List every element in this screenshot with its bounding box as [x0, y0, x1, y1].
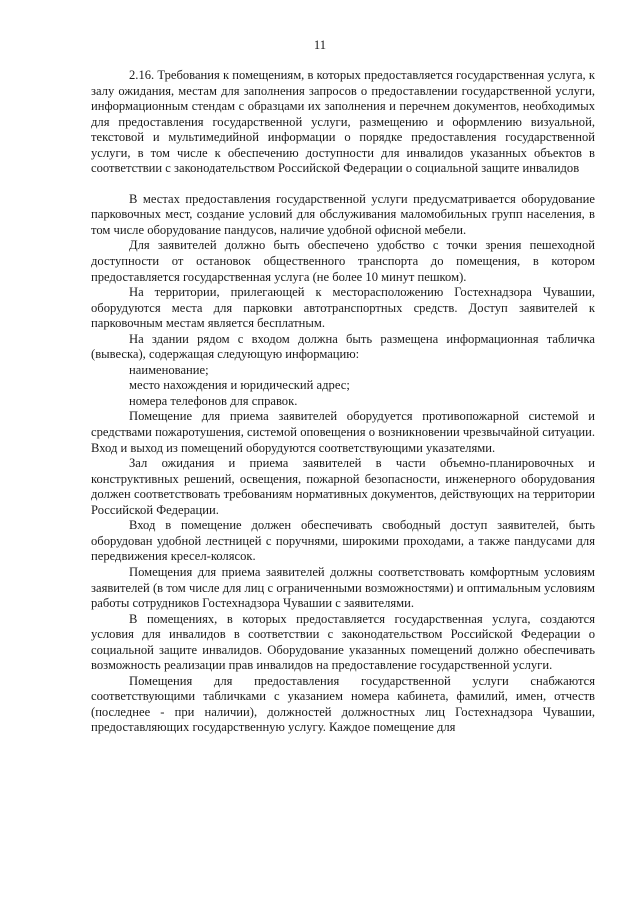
paragraph-waiting-hall: Зал ожидания и приема заявителей в части объемно-планировочных и конструктивных решений, освещения, пожарной безопасности, инженерного оборудования должен соответствовать требованиям нормативных документов, действующих на территории Российской Федерации.: [91, 456, 595, 517]
paragraph-entrance: Вход в помещение должен обеспечивать свободный доступ заявителей, быть оборудован удобной лестницей с поручнями, широкими проходами, а также пандусами для передвижения кресел-колясок.: [91, 518, 595, 564]
paragraph-pedestrian-access: Для заявителей должно быть обеспечено удобство с точки зрения пешеходной доступности от остановок общественного транспорта до помещения, в котором предоставляется государственная услуга (не более 10 минут пешком).: [91, 238, 595, 284]
document-body: [91, 68, 595, 736]
paragraph-parking: В местах предоставления государственной услуги предусматривается оборудование парковочных мест, создание условий для обслуживания маломобильных групп населения, в том числе оборудование пандусов, наличие удобной офисной мебели.: [91, 191, 595, 237]
list-item: наименование;: [129, 362, 209, 377]
page-number: 11: [313, 38, 327, 52]
list-item: место нахождения и юридический адрес;: [129, 378, 350, 393]
section-heading-paragraph: 2.16. Требования к помещениям, в которых предоставляется государственная услуга, к залу ожидания, местам для заполнения запросов о предоставлении государственной услуги, информационным стендам с образцами их заполнения и перечнем документов, необходимых для предоставления государственной услуги, размещению и оформлению визуальной, текстовой и мультимедийной информации о порядке предоставления государственной услуги, в том числе к обеспечению доступности для инвалидов указанных объектов в соответствии с законодательством Российской Федерации о социальной защите инвалидов: [91, 68, 595, 176]
paragraph-fire-safety: Помещение для приема заявителей оборудуется противопожарной системой и средствами пожаротушения, системой оповещения о возникновении чрезвычайной ситуации. Вход и выход из помещений оборудуются соответствующими указателями.: [91, 409, 595, 455]
paragraph-disabled-access: В помещениях, в которых предоставляется государственная услуга, создаются условия для инвалидов в соответствии с законодательством Российской Федерации о социальной защите инвалидов. Оборудование указанных помещений должно обеспечивать возможность реализации прав инвалидов на предоставление государственной услуги.: [91, 611, 595, 673]
paragraph-territory-parking: На территории, прилегающей к месторасположению Гостехнадзора Чувашии, оборудуются места для парковки автотранспортных средств. Доступ заявителей к парковочным местам является бесплатным.: [91, 285, 595, 331]
paragraph-signboard: На здании рядом с входом должна быть размещена информационная табличка (вывеска), содержащая следующую информацию:: [91, 331, 595, 362]
paragraph-room-signs: Помещения для предоставления государственной услуги снабжаются соответствующими табличками с указанием номера кабинета, фамилий, имен, отчеств (последнее - при наличии), должностей должностных лиц Гостехнадзора Чувашии, предоставляющих государственную услугу. Каждое помещение для: [91, 673, 595, 735]
paragraph-comfort: Помещения для приема заявителей должны соответствовать комфортным условиям заявителей (в том числе для лиц с ограниченными возможностями) и оптимальным условиям работы сотрудников Гостехнадзора Чувашии с заявителями.: [91, 564, 595, 611]
list-item: номера телефонов для справок.: [129, 393, 298, 408]
